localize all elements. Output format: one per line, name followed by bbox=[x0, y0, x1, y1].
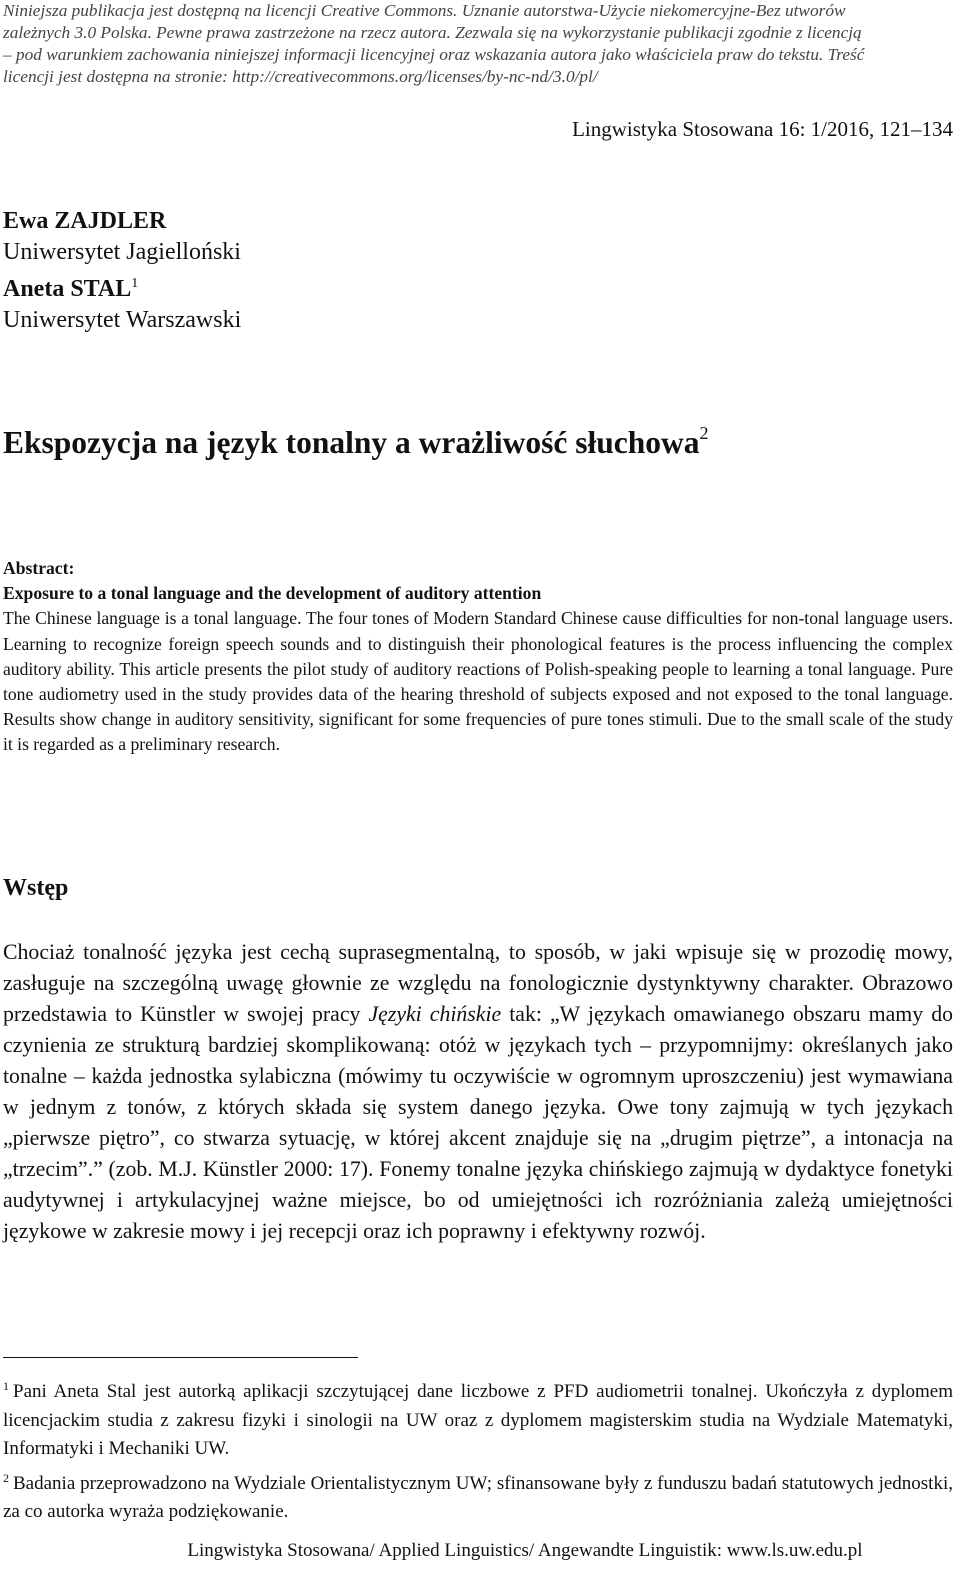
footnotes bbox=[3, 1372, 953, 1527]
author-block bbox=[3, 206, 241, 336]
section-heading: Wstęp bbox=[3, 875, 69, 901]
article-title bbox=[3, 423, 709, 461]
author-name: Ewa ZAJDLER bbox=[3, 208, 167, 234]
footnote-divider bbox=[3, 1357, 358, 1358]
cited-work-title: Języki chińskie bbox=[368, 1002, 502, 1026]
author-affiliation: Uniwersytet Jagielloński bbox=[3, 239, 241, 265]
author-name: Aneta STAL bbox=[3, 276, 132, 302]
footnote-number: 1 bbox=[3, 1379, 9, 1393]
license-line-4: licencji jest dostępna na stronie: http://creativecommons.org/licenses/by-nc-nd/3.0/pl/ bbox=[3, 67, 598, 86]
body-text-part-1: Chociaż tonalność języka jest cechą suprasegmentalną, to sposób, w jaki wpisuje się w prozodię mowy, zasługuje na szczególną uwagę głownie ze względu na fonologicznie dystynktywny charakter. Obrazowo przedstawia to Künstler w swojej pracy bbox=[3, 940, 953, 1026]
footnote-2 bbox=[3, 1464, 953, 1527]
author-2 bbox=[3, 268, 241, 305]
author-1 bbox=[3, 206, 241, 237]
footnote-text: Badania przeprowadzono na Wydziale Orientalistycznym UW; sfinansowane były z funduszu badań statutowych jednostki, za co autorka wyraża podziękowanie. bbox=[3, 1472, 953, 1522]
abstract-text: The Chinese language is a tonal language. The four tones of Modern Standard Chinese cause difficulties for non-tonal language users. Learning to recognize foreign speech sounds and to distinguish their phonological features is the process influencing the complex auditory ability. This article presents the pilot study of auditory reactions of Polish-speaking people to learning a tonal language. Pure tone audiometry used in the study provides data of the hearing threshold of subjects exposed and not exposed to the tonal language. Results show change in auditory sensitivity, significant for some frequencies of pure tones stimuli. Due to the small scale of the study it is regarded as a preliminary research. bbox=[3, 608, 953, 755]
body-paragraph bbox=[3, 937, 953, 1247]
license-line-1: Niniejsza publikacja jest dostępną na licencji Creative Commons. Uznanie autorstwa-Użycie niekomercyjne-Bez utworów bbox=[3, 1, 846, 20]
page-footer bbox=[3, 1540, 953, 1562]
journal-citation: Lingwistyka Stosowana 16: 1/2016, 121–134 bbox=[572, 117, 953, 141]
footnote-ref-2[interactable]: 2 bbox=[699, 423, 709, 443]
article-title-text: Ekspozycja na język tonalny a wrażliwość słuchowa bbox=[3, 425, 700, 460]
license-line-2: zależnych 3.0 Polska. Pewne prawa zastrzeżone na rzecz autora. Zezwala się na wykorzystanie publikacji zgodnie z licencją bbox=[3, 23, 862, 42]
abstract-label: Abstract: bbox=[3, 558, 75, 578]
footer-text: Lingwistyka Stosowana/ Applied Linguistics/ Angewandte Linguistik: www.ls.uw.edu.pl bbox=[187, 1540, 863, 1561]
license-line-3: – pod warunkiem zachowania niniejszej informacji licencyjnej oraz wskazania autora jako właściciela praw do tekstu. Treść bbox=[3, 45, 865, 64]
license-notice bbox=[3, 0, 953, 88]
footnote-number: 2 bbox=[3, 1470, 9, 1485]
abstract bbox=[3, 556, 953, 758]
footnote-1 bbox=[3, 1372, 953, 1464]
abstract-english-title: Exposure to a tonal language and the development of auditory attention bbox=[3, 583, 542, 604]
footnote-text: Pani Aneta Stal jest autorką aplikacji szczytującej dane liczbowe z PFD audiometrii tonalnej. Ukończyła z dyplomem licencjackim studia z zakresu fizyki i sinologii na UW oraz z dyplomem magisterskim studia na Wydziale Matematyki, Informatyki i Mechaniki UW. bbox=[3, 1381, 953, 1459]
body-text-part-2: tak: „W językach omawianego obszaru mamy do czynienia ze strukturą bardziej skomplikowaną: otóż w językach tych – przypomnijmy: określanych jako tonalne – każda jednostka sylabiczna (mówimy tu oczywiście w ogromnym uproszczeniu) jest wymawiana w jednym z tonów, z których składa się system danego języka. Owe tony zajmują w tych językach „pierwsze piętro”, co stwarza sytuację, w której akcent znajduje się na „drugim piętrze”, a intonacja na „trzecim”.” (zob. M.J. Künstler 2000: 17). Fonemy tonalne języka chińskiego zajmują w dydaktyce fonetyki audytywnej i artykulacyjnej ważne miejsce, bo od umiejętności ich rozróżniania zależą umiejętności językowe w zakresie mowy i jej recepcji oraz ich poprawny i efektywny rozwój. bbox=[3, 1002, 953, 1243]
author-affiliation: Uniwersytet Warszawski bbox=[3, 307, 242, 333]
footnote-ref-1[interactable]: 1 bbox=[131, 276, 139, 291]
